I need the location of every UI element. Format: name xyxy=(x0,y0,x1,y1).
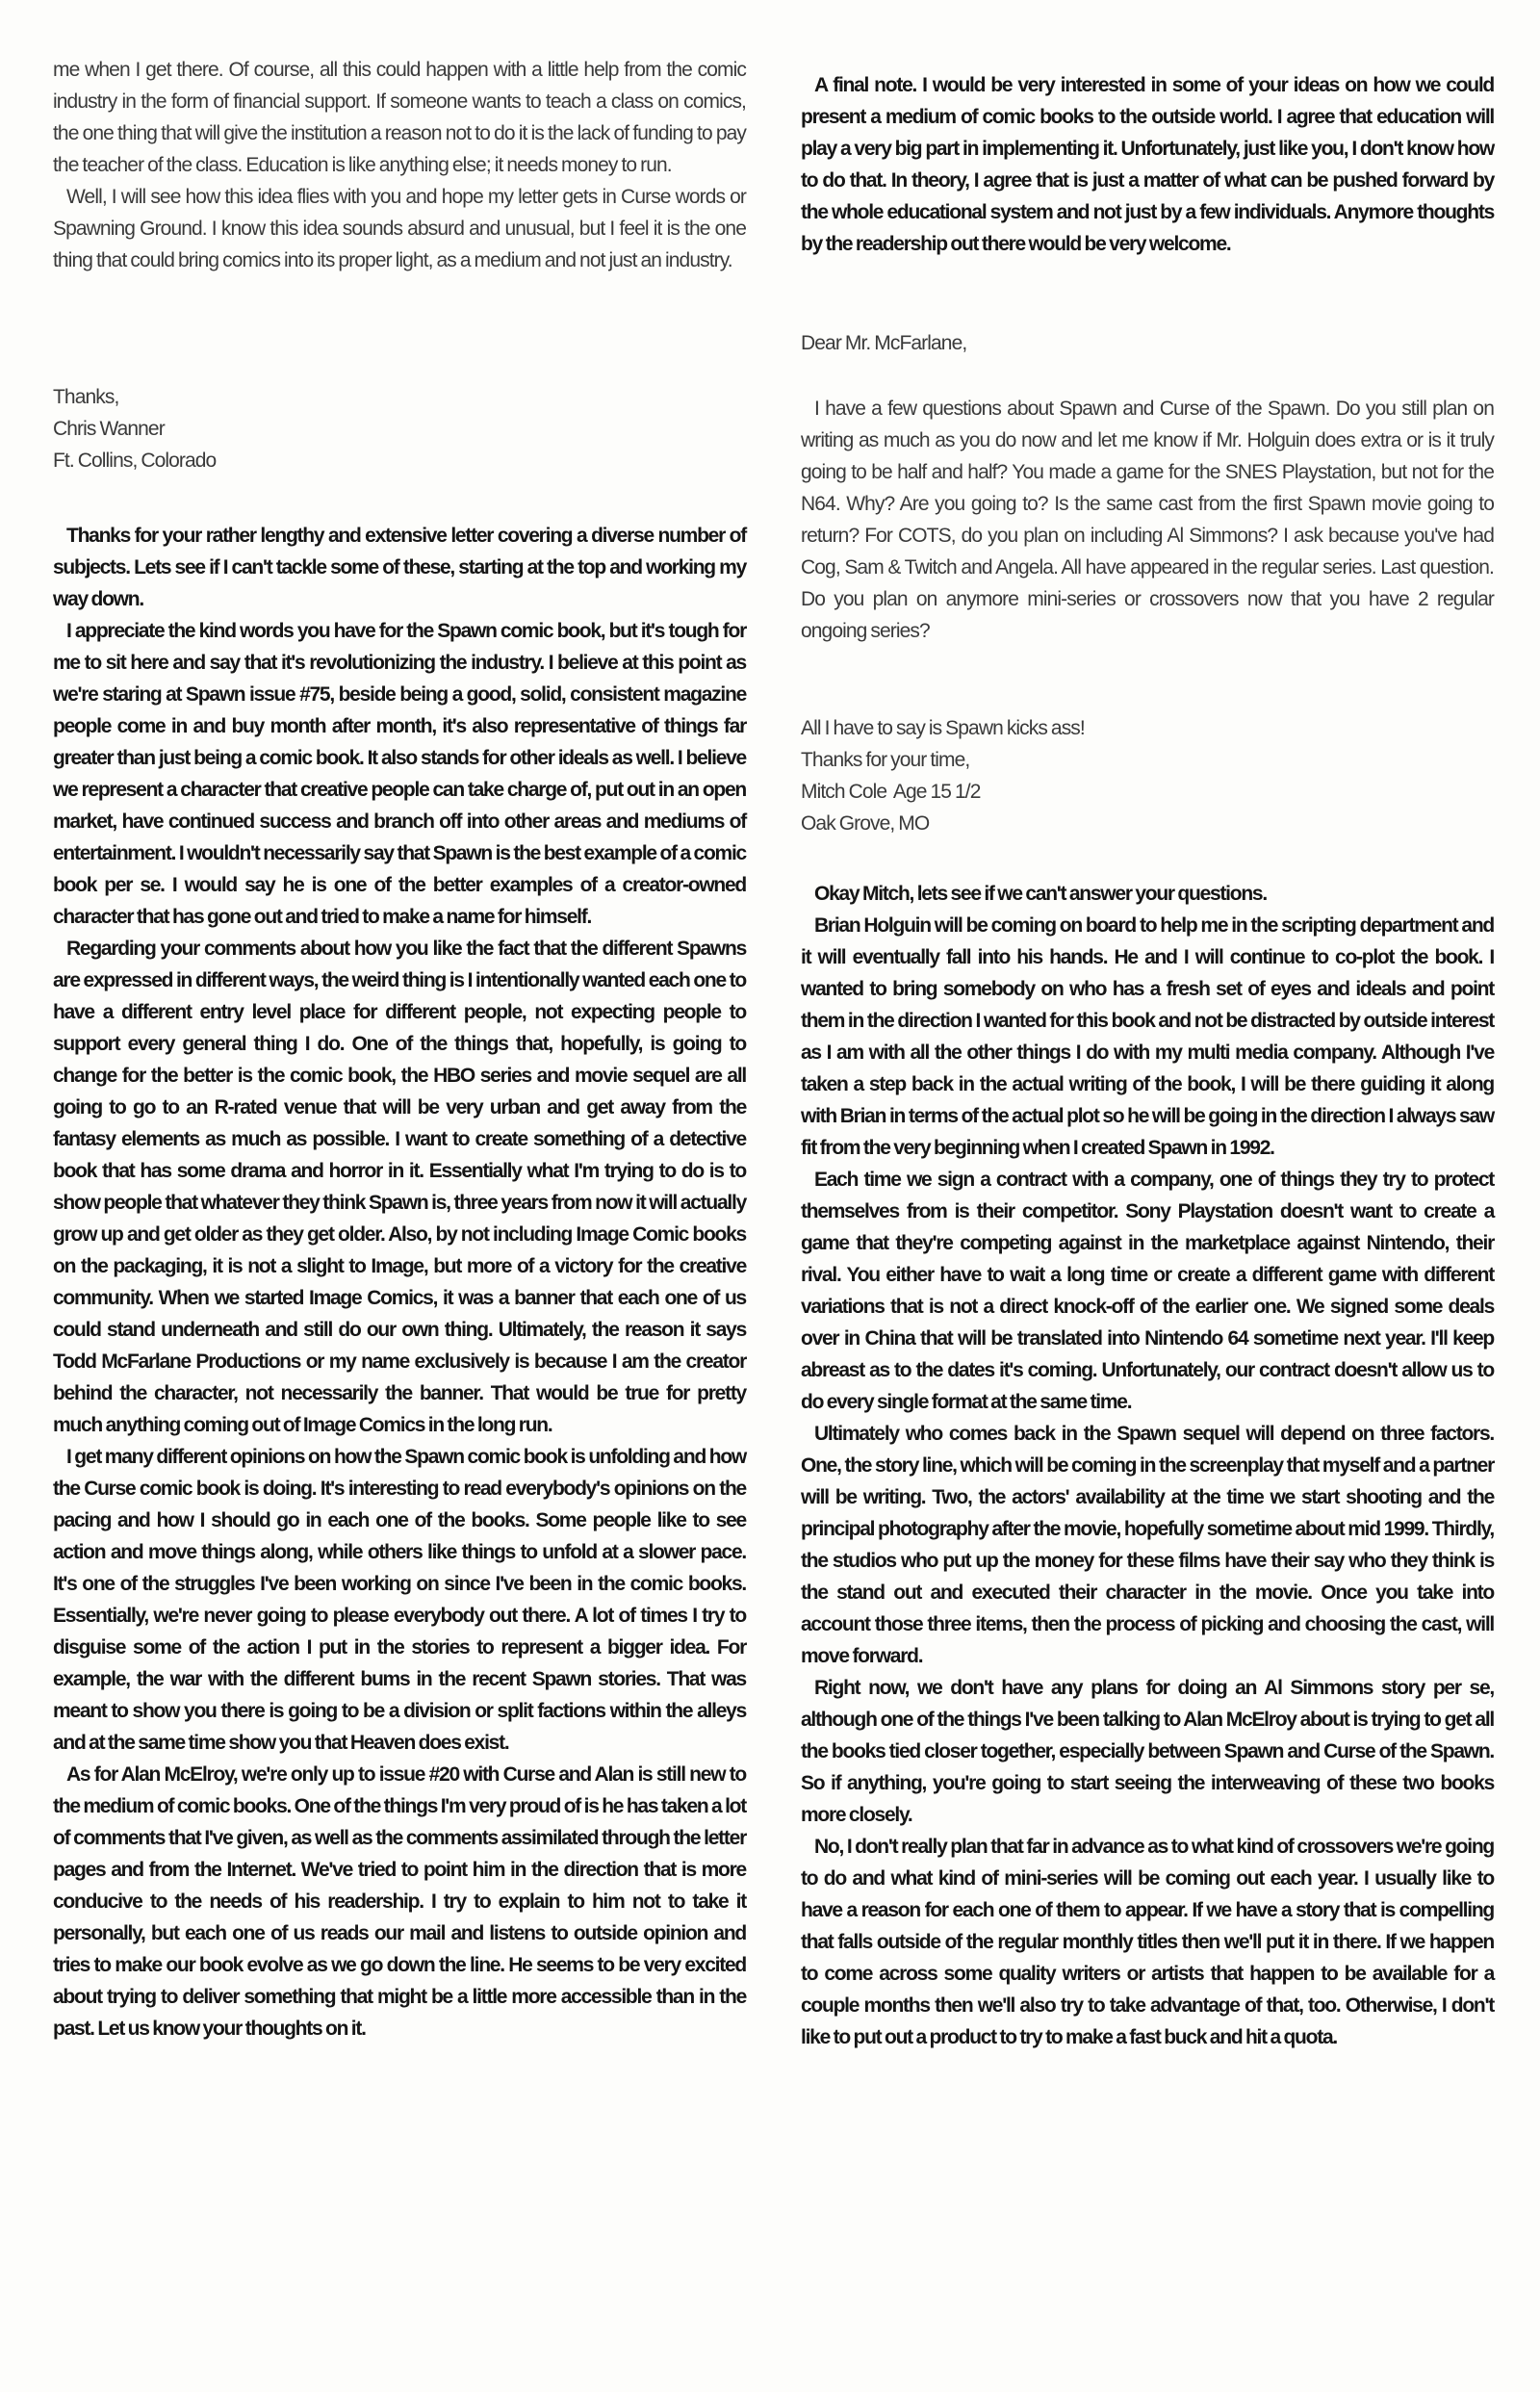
letter-signature xyxy=(53,381,746,476)
signature-closing: Thanks for your time, xyxy=(801,749,970,771)
letter-salutation: Dear Mr. McFarlane, xyxy=(801,332,967,354)
reader-letter xyxy=(801,327,1494,359)
editor-reply xyxy=(801,878,1494,2053)
reply-paragraph: As for Alan McElroy, we're only up to issue #20 with Curse and Alan is still new to the medium of comic books. One of the things I'm very proud of is he has taken a lot of comments that I've given, as well as the comments assimilated through the letter pages and from the Internet. We've tried to point him in the direction that is more conducive to the needs of his readership. I try to explain to him not to take it personally, but each one of us reads our mail and listens to outside opinion and tries to make our book evolve as we go down the line. He seems to be very excited about trying to deliver something that might be a little more accessible than in the past. Let us know your thoughts on it. xyxy=(53,1763,746,2040)
reply-paragraph: Thanks for your rather lengthy and extensive letter covering a diverse number of subjects. Lets see if I can't tackle some of these, starting at the top and working my way down. xyxy=(53,525,746,610)
editor-reply xyxy=(53,520,746,2045)
reader-letter-body xyxy=(801,393,1494,647)
reply-paragraph: Ultimately who comes back in the Spawn sequel will depend on three factors. One, the story line, which will be coming in the screenplay that myself and a partner will be writing. Two, the actors' availability at the time we start shooting and the principal photography after the movie, hopefully sometime about mid 1999. Thirdly, the studios who put up the money for these films have their say who they think is the stand out and executed their character in the movie. Once you take into account those three items, then the process of picking and choosing the cast, will move forward. xyxy=(801,1423,1494,1667)
letter-paragraph: I have a few questions about Spawn and Curse of the Spawn. Do you still plan on writing as much as you do now and let me know if Mr. Holguin does extra or is it truly going to be half and half? You made a game for the SNES Playstation, but not for the N64. Why? Are you going to? Is the same cast from the first Spawn movie going to return? For COTS, do you plan on including Al Simmons? I ask because you've had Cog, Sam & Twitch and Angela. All have appeared in the regular series. Last question. Do you plan on anymore mini-series or crossovers now that you have 2 regular ongoing series? xyxy=(801,398,1494,642)
letter-closing-line: All I have to say is Spawn kicks ass! xyxy=(801,717,1085,739)
editor-final-note xyxy=(801,69,1494,260)
reader-letter-continuation xyxy=(53,54,746,276)
reply-paragraph: Right now, we don't have any plans for doing an Al Simmons story per se, although one of the things I've been talking to Alan McElroy about is trying to get all the books tied closer together, especially between Spawn and Curse of the Spawn. So if anything, you're going to start seeing the interweaving of these two books more closely. xyxy=(801,1677,1494,1826)
reply-paragraph: No, I don't really plan that far in advance as to what kind of crossovers we're going to do and what kind of mini-series will be coming out each year. I usually like to have a reason for each one of them to appear. If we have a story that is compelling that falls outside of the regular monthly titles then we'll put it in there. If we happen to come across some quality writers or artists that happen to be available for a couple months then we'll also try to take advantage of that, too. Otherwise, I don't like to put out a product to try to make a fast buck and hit a quota. xyxy=(801,1836,1494,2048)
signature-name: Mitch Cole Age 15 1/2 xyxy=(801,781,981,803)
signature-location: Ft. Collins, Colorado xyxy=(53,450,217,472)
signature-closing: Thanks, xyxy=(53,386,119,408)
reply-paragraph: A final note. I would be very interested in some of your ideas on how we could present a medium of comic books to the outside world. I agree that education will play a very big part in implementing it. Unfortunately, just like you, I don't know how to do that. In theory, I agree that is just a matter of what can be pushed forward by the whole educational system and not just by a few individuals. Anymore thoughts by the readership out there would be very welcome. xyxy=(801,74,1494,255)
signature-name: Chris Wanner xyxy=(53,418,165,440)
reply-paragraph: Regarding your comments about how you like the fact that the different Spawns are expressed in different ways, the weird thing is I intentionally wanted each one to have a different entry level place for different people, not expecting people to support every general thing I do. One of the things that, hopefully, is going to change for the better is the comic book, the HBO series and movie sequel are all going to go to an R-rated venue that will be very urban and get away from the fantasy elements as much as possible. I want to create something of a detective book that has some drama and horror in it. Essentially what I'm trying to do is to show people that whatever they think Spawn is, three years from now it will actually grow up and get older as they get older. Also, by not including Image Comic books on the packaging, it is not a slight to Image, but more of a victory for the creative community. When we started Image Comics, it was a banner that each one of us could stand underneath and still do our own thing. Ultimately, the reason it says Todd McFarlane Productions or my name exclusively is because I am the creator behind the character, not necessarily the banner. That would be true for pretty much anything coming out of Image Comics in the long run. xyxy=(53,938,746,1436)
reply-paragraph: I appreciate the kind words you have for the Spawn comic book, but it's tough for me to sit here and say that it's revolutionizing the industry. I believe at this point as we're staring at Spawn issue #75, beside being a good, solid, consistent magazine people come in and buy month after month, it's also representative of things far greater than just being a comic book. It also stands for other ideals as well. I believe we represent a character that creative people can take charge of, put out in an open market, have continued success and branch off into other areas and mediums of entertainment. I wouldn't necessarily say that Spawn is the best example of a comic book per se. I would say he is one of the better examples of a creator-owned character that has gone out and tried to make a name for himself. xyxy=(53,620,746,928)
reply-paragraph: Each time we sign a contract with a company, one of things they try to protect themselves from is their competitor. Sony Playstation doesn't want to create a game that they're competing against in the marketplace against Nintendo, their rival. You either have to wait a long time or create a different game with different variations that is not a direct knock-off of the earlier one. We signed some deals over in China that will be translated into Nintendo 64 sometime next year. I'll keep abreast as to the dates it's coming. Unfortunately, our contract doesn't allow us to do every single format at the same time. xyxy=(801,1169,1494,1413)
letter-paragraph: me when I get there. Of course, all this could happen with a little help from the comic industry in the form of financial support. If someone wants to teach a class on comics, the one thing that will give the institution a reason not to do it is the lack of funding to pay the teacher of the class. Education is like anything else; it needs money to run. xyxy=(53,59,746,176)
reply-paragraph: Okay Mitch, lets see if we can't answer your questions. xyxy=(814,883,1267,905)
reply-paragraph: Brian Holguin will be coming on board to help me in the scripting department and it will eventually fall into his hands. He and I will continue to co-plot the book. I wanted to bring somebody on who has a fresh set of eyes and ideals and point them in the direction I wanted for this book and not be distracted by outside interest as I am with all the other things I do with my multi media company. Although I've taken a step back in the actual writing of the book, I will be there guiding it along with Brian in terms of the actual plot so he will be going in the direction I always saw fit from the very beginning when I created Spawn in 1992. xyxy=(801,914,1494,1159)
signature-location: Oak Grove, MO xyxy=(801,812,930,835)
reply-paragraph: I get many different opinions on how the Spawn comic book is unfolding and how the Curse comic book is doing. It's interesting to read everybody's opinions on the pacing and how I should go in each one of the books. Some people like to see action and move things along, while others like things to unfold at a slower pace. It's one of the struggles I've been working on since I've been in the comic books. Essentially, we're never going to please everybody out there. A lot of times I try to disguise some of the action I put in the stories to represent a bigger idea. For example, the war with the different bums in the recent Spawn stories. That was meant to show you there is going to be a division or split factions within the alleys and at the same time show you that Heaven does exist. xyxy=(53,1446,746,1754)
reader-letter-signoff xyxy=(801,712,1494,839)
letter-paragraph: Well, I will see how this idea flies with you and hope my letter gets in Curse words or Spawning Ground. I know this idea sounds absurd and unusual, but I feel it is the one thing that could bring comics into its proper light, as a medium and not just an industry. xyxy=(53,186,746,271)
